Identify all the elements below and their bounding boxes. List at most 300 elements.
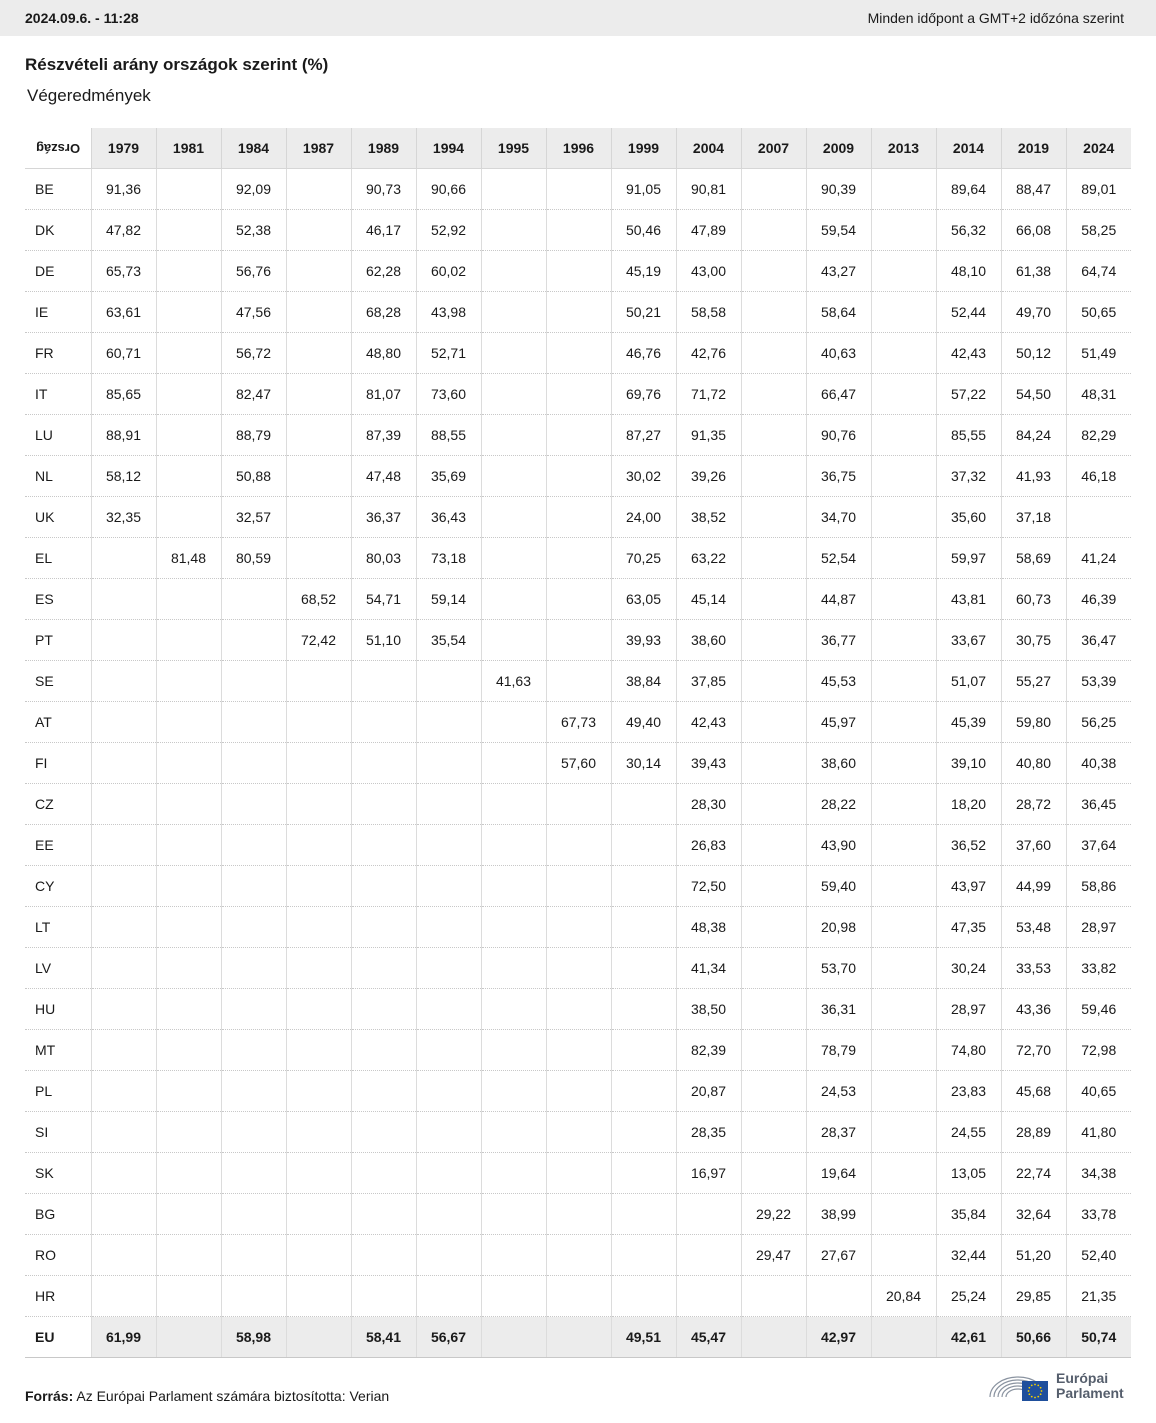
turnout-cell: 41,80 [1066,1112,1131,1153]
table-row [25,1112,1131,1153]
country-cell: DK [25,210,91,251]
turnout-cell: 58,58 [676,292,741,333]
turnout-cell [351,784,416,825]
country-cell: LV [25,948,91,989]
turnout-cell [741,1153,806,1194]
turnout-cell [871,1153,936,1194]
turnout-cell [416,743,481,784]
turnout-cell: 88,79 [221,415,286,456]
turnout-cell: 35,84 [936,1194,1001,1235]
turnout-cell [286,1194,351,1235]
turnout-cell [91,989,156,1030]
turnout-cell: 78,79 [806,1030,871,1071]
turnout-cell [91,948,156,989]
country-cell: PT [25,620,91,661]
turnout-cell: 47,56 [221,292,286,333]
turnout-cell: 38,50 [676,989,741,1030]
turnout-cell [286,169,351,210]
table-row [25,866,1131,907]
turnout-cell: 52,38 [221,210,286,251]
turnout-cell: 58,98 [221,1317,286,1358]
turnout-cell: 32,44 [936,1235,1001,1276]
turnout-cell [416,702,481,743]
turnout-cell: 38,60 [676,620,741,661]
turnout-cell [481,374,546,415]
turnout-cell [416,1071,481,1112]
turnout-cell: 39,93 [611,620,676,661]
turnout-cell [481,538,546,579]
turnout-cell [156,1030,221,1071]
turnout-cell: 39,10 [936,743,1001,784]
turnout-cell [611,1235,676,1276]
turnout-cell [546,210,611,251]
turnout-cell: 45,14 [676,579,741,620]
table-row [25,1153,1131,1194]
table-row [25,989,1131,1030]
turnout-cell: 35,69 [416,456,481,497]
table-row [25,1194,1131,1235]
turnout-cell: 53,70 [806,948,871,989]
turnout-cell [611,907,676,948]
turnout-cell [481,579,546,620]
turnout-cell: 36,43 [416,497,481,538]
turnout-cell: 39,43 [676,743,741,784]
turnout-cell: 36,37 [351,497,416,538]
turnout-cell [351,825,416,866]
turnout-cell: 41,93 [1001,456,1066,497]
turnout-cell [481,1276,546,1317]
turnout-cell [156,948,221,989]
turnout-cell [351,702,416,743]
turnout-cell [741,743,806,784]
turnout-cell: 34,70 [806,497,871,538]
country-cell: UK [25,497,91,538]
turnout-cell [546,1276,611,1317]
turnout-cell [546,251,611,292]
turnout-cell [221,1071,286,1112]
turnout-cell [741,415,806,456]
table-row [25,1235,1131,1276]
turnout-cell: 41,24 [1066,538,1131,579]
turnout-cell [286,825,351,866]
turnout-cell: 28,89 [1001,1112,1066,1153]
turnout-cell [611,1276,676,1317]
turnout-table [25,128,1131,1358]
turnout-cell [286,1071,351,1112]
turnout-cell [91,825,156,866]
turnout-cell [871,825,936,866]
turnout-cell: 59,46 [1066,989,1131,1030]
turnout-cell: 42,61 [936,1317,1001,1358]
table-row [25,743,1131,784]
eu-star-icon [1028,1387,1030,1389]
turnout-cell [286,1030,351,1071]
turnout-cell [286,866,351,907]
source-text: Az Európai Parlament számára biztosította: Verian [76,1388,390,1404]
turnout-cell: 33,78 [1066,1194,1131,1235]
turnout-cell: 40,63 [806,333,871,374]
country-cell: LU [25,415,91,456]
turnout-cell: 90,76 [806,415,871,456]
turnout-cell [871,1235,936,1276]
country-cell: LT [25,907,91,948]
turnout-cell [741,1071,806,1112]
turnout-cell [741,1317,806,1358]
turnout-cell [741,1030,806,1071]
turnout-cell: 40,80 [1001,743,1066,784]
logo-line-2: Parlament [1056,1385,1124,1401]
year-header-2004: 2004 [676,128,741,169]
year-header-2009: 2009 [806,128,871,169]
top-bar [0,0,1156,36]
turnout-cell [221,1194,286,1235]
turnout-cell: 90,66 [416,169,481,210]
turnout-cell: 18,20 [936,784,1001,825]
turnout-cell: 36,47 [1066,620,1131,661]
turnout-cell [156,661,221,702]
turnout-cell: 37,32 [936,456,1001,497]
turnout-cell [481,169,546,210]
turnout-cell: 85,55 [936,415,1001,456]
turnout-cell [611,1194,676,1235]
turnout-cell [481,456,546,497]
turnout-cell: 60,02 [416,251,481,292]
turnout-cell: 58,86 [1066,866,1131,907]
turnout-cell [91,907,156,948]
turnout-cell: 41,34 [676,948,741,989]
turnout-cell: 67,73 [546,702,611,743]
turnout-cell [156,374,221,415]
turnout-cell: 68,28 [351,292,416,333]
turnout-cell: 51,07 [936,661,1001,702]
turnout-cell [286,1317,351,1358]
turnout-cell: 59,80 [1001,702,1066,743]
table-row [25,784,1131,825]
turnout-cell: 50,12 [1001,333,1066,374]
turnout-cell: 37,60 [1001,825,1066,866]
turnout-cell: 16,97 [676,1153,741,1194]
turnout-cell [286,784,351,825]
european-parliament-logo-icon [986,1367,1050,1405]
country-cell: AT [25,702,91,743]
turnout-cell [221,1030,286,1071]
country-cell: DE [25,251,91,292]
turnout-cell [221,1276,286,1317]
turnout-cell [286,743,351,784]
eu-star-icon [1034,1397,1036,1399]
turnout-cell [611,1071,676,1112]
turnout-cell: 58,12 [91,456,156,497]
turnout-cell [416,866,481,907]
turnout-cell: 50,21 [611,292,676,333]
turnout-cell [156,825,221,866]
turnout-cell [286,1235,351,1276]
turnout-cell [221,1153,286,1194]
turnout-cell: 22,74 [1001,1153,1066,1194]
turnout-cell [481,743,546,784]
turnout-cell: 63,61 [91,292,156,333]
turnout-cell [481,784,546,825]
turnout-cell [416,948,481,989]
turnout-cell: 27,67 [806,1235,871,1276]
turnout-cell: 43,81 [936,579,1001,620]
turnout-cell [741,1276,806,1317]
turnout-cell [351,1071,416,1112]
table-row [25,456,1131,497]
turnout-cell [286,948,351,989]
turnout-cell [741,989,806,1030]
turnout-cell [221,784,286,825]
turnout-cell [221,743,286,784]
turnout-cell: 65,73 [91,251,156,292]
turnout-cell [481,292,546,333]
turnout-cell [741,333,806,374]
year-header-1981: 1981 [156,128,221,169]
turnout-cell [156,579,221,620]
turnout-cell: 91,36 [91,169,156,210]
turnout-cell: 85,65 [91,374,156,415]
turnout-cell: 42,97 [806,1317,871,1358]
eu-star-icon [1041,1390,1043,1392]
year-header-1984: 1984 [221,128,286,169]
turnout-cell [351,1194,416,1235]
turnout-cell: 38,52 [676,497,741,538]
turnout-cell [91,538,156,579]
turnout-cell: 13,05 [936,1153,1001,1194]
turnout-cell: 80,59 [221,538,286,579]
turnout-cell [741,784,806,825]
turnout-cell [416,1153,481,1194]
turnout-cell: 62,28 [351,251,416,292]
turnout-cell: 91,05 [611,169,676,210]
turnout-cell [546,538,611,579]
turnout-cell [286,456,351,497]
turnout-cell [546,456,611,497]
turnout-cell [91,702,156,743]
turnout-cell [871,1194,936,1235]
turnout-cell: 36,31 [806,989,871,1030]
turnout-cell [351,948,416,989]
turnout-cell: 50,66 [1001,1317,1066,1358]
turnout-cell [221,1112,286,1153]
country-cell: IE [25,292,91,333]
turnout-cell: 51,20 [1001,1235,1066,1276]
turnout-cell [546,1317,611,1358]
turnout-cell: 82,39 [676,1030,741,1071]
turnout-cell: 66,08 [1001,210,1066,251]
turnout-cell: 20,87 [676,1071,741,1112]
turnout-cell: 47,35 [936,907,1001,948]
turnout-cell [741,1112,806,1153]
turnout-cell: 50,46 [611,210,676,251]
turnout-cell: 59,40 [806,866,871,907]
turnout-cell: 28,35 [676,1112,741,1153]
turnout-cell: 42,76 [676,333,741,374]
turnout-cell [611,989,676,1030]
turnout-cell [546,907,611,948]
turnout-cell: 48,10 [936,251,1001,292]
country-cell: EU [25,1317,91,1358]
turnout-cell: 92,09 [221,169,286,210]
turnout-cell [481,702,546,743]
turnout-cell: 43,97 [936,866,1001,907]
turnout-cell: 42,43 [676,702,741,743]
country-cell: BE [25,169,91,210]
turnout-cell [611,1112,676,1153]
turnout-cell [221,620,286,661]
turnout-cell: 61,99 [91,1317,156,1358]
turnout-cell [156,866,221,907]
country-cell: SK [25,1153,91,1194]
table-row [25,210,1131,251]
turnout-cell: 66,47 [806,374,871,415]
turnout-cell [286,1276,351,1317]
country-cell: SI [25,1112,91,1153]
turnout-cell [351,1276,416,1317]
turnout-cell [546,661,611,702]
turnout-cell: 49,40 [611,702,676,743]
turnout-cell [871,907,936,948]
table-row [25,661,1131,702]
turnout-cell [416,784,481,825]
turnout-cell [416,1030,481,1071]
turnout-cell [221,907,286,948]
turnout-cell: 82,47 [221,374,286,415]
turnout-cell [741,374,806,415]
table-row [25,497,1131,538]
table-row [25,169,1131,210]
turnout-cell [221,989,286,1030]
turnout-cell [156,251,221,292]
table-row [25,702,1131,743]
turnout-cell [546,784,611,825]
turnout-cell: 43,36 [1001,989,1066,1030]
turnout-cell [481,1153,546,1194]
turnout-cell: 36,77 [806,620,871,661]
country-cell: FR [25,333,91,374]
turnout-cell [871,989,936,1030]
turnout-cell: 36,52 [936,825,1001,866]
turnout-cell [91,743,156,784]
turnout-cell: 47,89 [676,210,741,251]
turnout-cell: 72,42 [286,620,351,661]
turnout-cell: 60,71 [91,333,156,374]
turnout-cell: 89,64 [936,169,1001,210]
turnout-cell: 45,47 [676,1317,741,1358]
turnout-cell: 49,70 [1001,292,1066,333]
turnout-cell: 71,72 [676,374,741,415]
turnout-cell [416,1235,481,1276]
turnout-cell: 32,35 [91,497,156,538]
turnout-cell [676,1194,741,1235]
turnout-cell: 87,27 [611,415,676,456]
turnout-cell: 48,31 [1066,374,1131,415]
turnout-cell [871,169,936,210]
turnout-cell [156,1235,221,1276]
turnout-cell [546,169,611,210]
turnout-cell [1066,497,1131,538]
turnout-cell [286,497,351,538]
turnout-cell: 59,54 [806,210,871,251]
turnout-cell: 46,76 [611,333,676,374]
turnout-cell [481,989,546,1030]
turnout-cell: 81,07 [351,374,416,415]
turnout-cell [91,866,156,907]
table-row [25,620,1131,661]
turnout-cell [481,907,546,948]
turnout-cell: 58,25 [1066,210,1131,251]
turnout-cell [286,333,351,374]
turnout-cell: 63,05 [611,579,676,620]
turnout-cell [741,251,806,292]
table-row [25,1030,1131,1071]
turnout-cell [546,374,611,415]
turnout-cell [156,1317,221,1358]
eu-star-icon [1037,1384,1039,1386]
country-cell: SE [25,661,91,702]
turnout-cell [286,210,351,251]
turnout-cell [871,1317,936,1358]
turnout-cell [871,456,936,497]
turnout-cell [351,907,416,948]
turnout-cell: 33,53 [1001,948,1066,989]
turnout-cell [481,1030,546,1071]
turnout-cell [351,1153,416,1194]
turnout-cell: 57,60 [546,743,611,784]
turnout-cell: 23,83 [936,1071,1001,1112]
turnout-cell: 32,64 [1001,1194,1066,1235]
turnout-cell: 58,69 [1001,538,1066,579]
turnout-cell [871,948,936,989]
turnout-cell: 21,35 [1066,1276,1131,1317]
table-row [25,825,1131,866]
source-label: Forrás: [25,1388,74,1404]
turnout-cell [546,948,611,989]
turnout-cell: 20,98 [806,907,871,948]
turnout-cell: 41,63 [481,661,546,702]
turnout-cell [156,1194,221,1235]
turnout-cell: 48,80 [351,333,416,374]
table-row [25,579,1131,620]
turnout-cell: 19,64 [806,1153,871,1194]
turnout-cell: 28,30 [676,784,741,825]
turnout-cell: 43,00 [676,251,741,292]
turnout-cell [286,415,351,456]
turnout-cell [156,169,221,210]
turnout-cell: 46,17 [351,210,416,251]
turnout-cell: 74,80 [936,1030,1001,1071]
turnout-cell [741,210,806,251]
turnout-cell [156,1112,221,1153]
table-row [25,1071,1131,1112]
turnout-cell: 60,73 [1001,579,1066,620]
turnout-cell [156,292,221,333]
turnout-cell: 89,01 [1066,169,1131,210]
turnout-cell: 48,38 [676,907,741,948]
turnout-cell [741,497,806,538]
eu-star-icon [1031,1384,1033,1386]
turnout-cell [351,1235,416,1276]
european-parliament-logo [986,1366,1132,1406]
turnout-cell [546,292,611,333]
turnout-cell [91,620,156,661]
turnout-cell: 52,54 [806,538,871,579]
eu-star-icon [1034,1384,1036,1386]
turnout-cell: 73,18 [416,538,481,579]
turnout-cell: 82,29 [1066,415,1131,456]
turnout-cell [156,989,221,1030]
turnout-cell: 87,39 [351,415,416,456]
